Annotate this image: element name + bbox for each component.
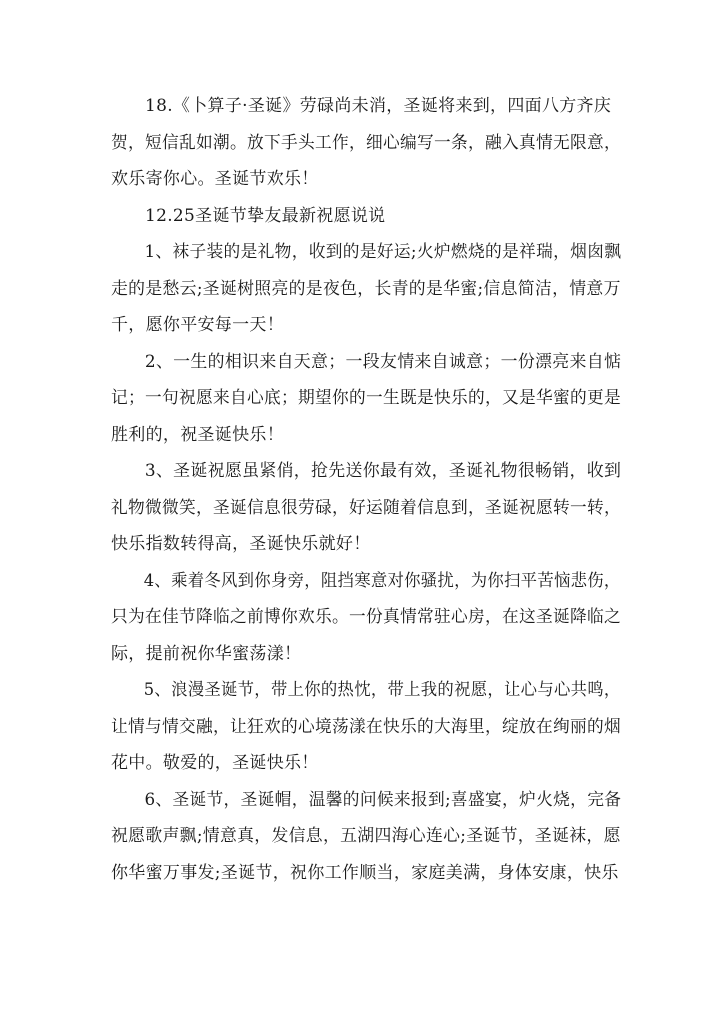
text-line: 你华蜜万事发;圣诞节，祝你工作顺当，家庭美满，身体安康，快乐 [111,862,619,883]
text-line: 贺，短信乱如潮。放下手头工作，细心编写一条，融入真情无限意， [111,132,622,153]
text-line: 礼物微微笑，圣诞信息很劳碌，好运随着信息到，圣诞祝愿转一转， [111,497,622,518]
section-heading [111,198,621,235]
heading-text: 12.25圣诞节挚友最新祝愿说说 [145,205,386,226]
text-line: 记；一句祝愿来自心底；期望你的一生既是快乐的，又是华蜜的更是 [111,388,622,408]
text-line: 祝愿歌声飘;情意真，发信息，五湖四海心连心;圣诞节，圣诞袜，愿 [111,826,621,846]
paragraph-item-1 [111,234,621,344]
text-line: 1、袜子装的是礼物，收到的是好运;火炉燃烧的是祥瑞，烟囱飘 [144,242,622,262]
paragraph-item-4 [111,563,621,673]
text-line: 走的是愁云;圣诞树照亮的是夜色，长青的是华蜜;信息简洁，情意万 [111,278,621,299]
text-line: 3、圣诞祝愿虽紧俏，抢先送你最有效，圣诞礼物很畅销，收到 [144,461,622,481]
paragraph-item-6 [111,782,621,892]
text-line: 花中。敬爱的，圣诞快乐！ [111,753,319,773]
paragraph-item-3 [111,453,621,563]
text-line: 只为在佳节降临之前博你欢乐。一份真情常驻心房，在这圣诞降临之 [111,607,622,627]
text-line: 让情与情交融，让狂欢的心境荡漾在快乐的大海里，绽放在绚丽的烟 [111,716,622,737]
text-line: 快乐指数转得高，圣诞快乐就好！ [111,534,371,554]
document-body [111,88,621,891]
text-line: 4、乘着冬风到你身旁，阻挡寒意对你骚扰，为你扫平苦恼悲伤， [143,570,621,591]
text-line: 5、浪漫圣诞节，带上你的热忱，带上我的祝愿，让心与心共鸣， [143,680,621,700]
text-line: 际，提前祝你华蜜荡漾！ [111,643,302,664]
paragraph-item-5 [111,672,621,782]
paragraph-item-2 [111,344,621,454]
text-line: 千，愿你平安每一天！ [111,315,284,335]
text-line: 欢乐寄你心。圣诞节欢乐！ [111,169,319,189]
text-line: 2、一生的相识来自天意；一段友情来自诚意；一份漂亮来自惦 [144,351,622,372]
paragraph-18-poem [111,88,621,198]
text-line: 18.《卜算子·圣诞》劳碌尚未消，圣诞将来到，四面八方齐庆 [145,96,612,116]
text-line: 胜利的，祝圣诞快乐！ [111,424,284,445]
text-line: 6、圣诞节，圣诞帽，温馨的问候来报到;喜盛宴，炉火烧，完备 [144,789,622,810]
